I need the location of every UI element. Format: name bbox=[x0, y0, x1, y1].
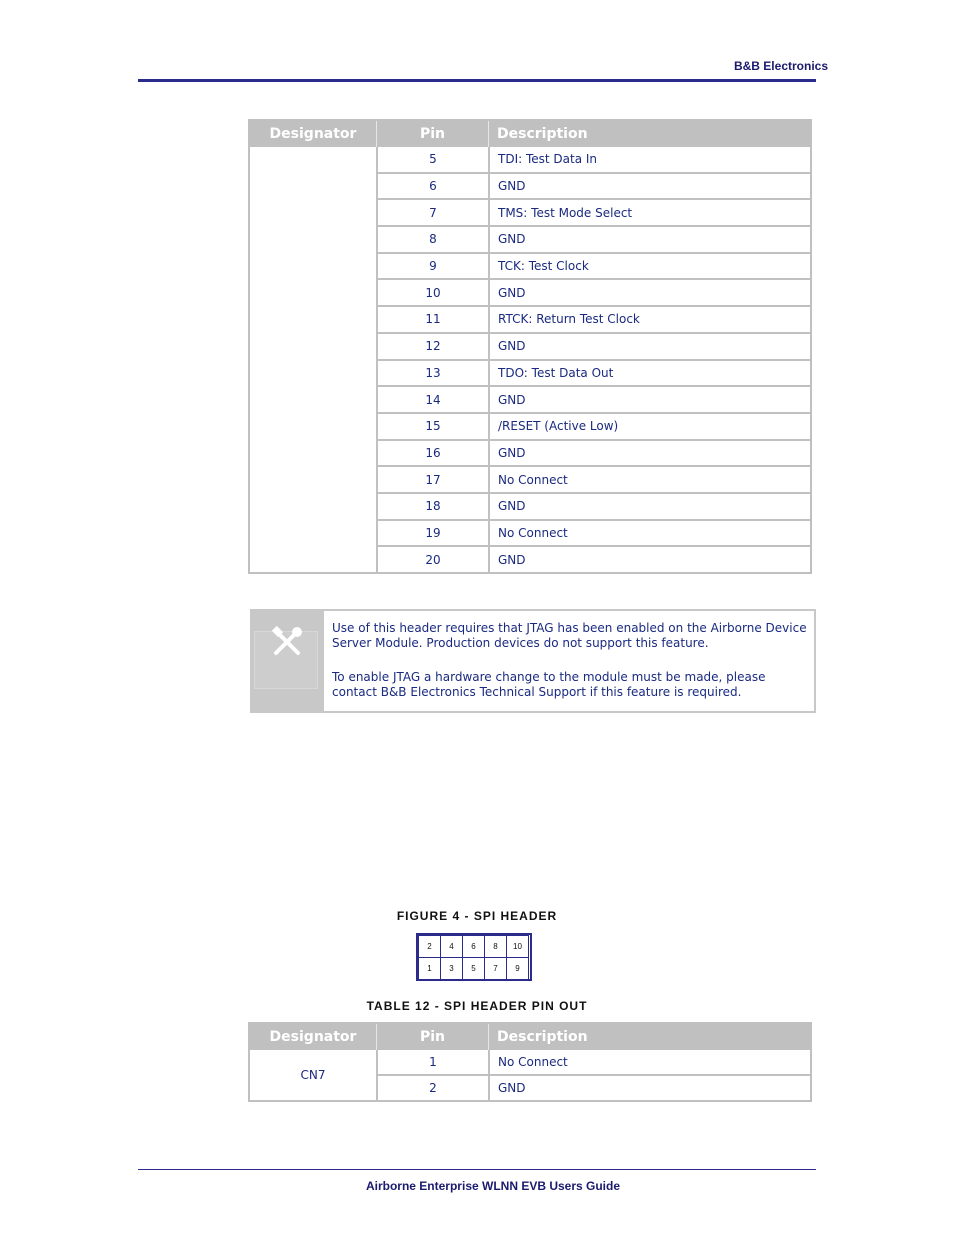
spi-pin-8: 8 bbox=[484, 935, 507, 958]
description-cell: GND bbox=[488, 492, 810, 519]
col-pin: Pin bbox=[376, 1024, 488, 1050]
pin-cell: 20 bbox=[376, 545, 488, 572]
description-cell: GND bbox=[488, 385, 810, 412]
designator-cell: CN7 bbox=[300, 1068, 326, 1082]
spi-pin-6: 6 bbox=[462, 935, 485, 958]
pin-cell: 16 bbox=[376, 439, 488, 466]
col-description: Description bbox=[488, 121, 810, 147]
footer-rule bbox=[138, 1169, 816, 1170]
pin-cell: 18 bbox=[376, 492, 488, 519]
spi-pin-4: 4 bbox=[440, 935, 463, 958]
spi-pin-9: 9 bbox=[506, 957, 529, 980]
description-cell: /RESET (Active Low) bbox=[488, 412, 810, 439]
description-cell: TMS: Test Mode Select bbox=[488, 198, 810, 225]
designator-cell bbox=[250, 147, 376, 572]
pin-cell: 1 bbox=[376, 1050, 488, 1074]
spi-header-diagram bbox=[416, 933, 532, 981]
tools-icon bbox=[270, 625, 304, 659]
pin-cell: 17 bbox=[376, 465, 488, 492]
description-cell: TDO: Test Data Out bbox=[488, 359, 810, 386]
spi-pin-3: 3 bbox=[440, 957, 463, 980]
description-cell: No Connect bbox=[488, 519, 810, 546]
note-box bbox=[250, 609, 816, 713]
spi-pin-1: 1 bbox=[418, 957, 441, 980]
pin-cell: 13 bbox=[376, 359, 488, 386]
note-paragraph-1: Use of this header requires that JTAG has been enabled on the Airborne Device Server Module. Production devices do not support this feature. bbox=[332, 621, 807, 650]
footer-doc-title: Airborne Enterprise WLNN EVB Users Guide bbox=[365, 1179, 621, 1193]
figure-caption: FIGURE 4 - SPI HEADER bbox=[396, 909, 558, 923]
description-cell: RTCK: Return Test Clock bbox=[488, 305, 810, 332]
jtag-table-body bbox=[250, 147, 810, 572]
jtag-pin-table bbox=[248, 119, 812, 574]
spi-pin-table bbox=[248, 1022, 812, 1102]
description-cell: TCK: Test Clock bbox=[488, 252, 810, 279]
description-cell: TDI: Test Data In bbox=[488, 147, 810, 172]
spi-table-body bbox=[250, 1050, 810, 1100]
pin-cell: 7 bbox=[376, 198, 488, 225]
col-designator: Designator bbox=[250, 1024, 376, 1050]
pin-cell: 10 bbox=[376, 278, 488, 305]
table-row bbox=[250, 1050, 810, 1074]
pin-cell: 19 bbox=[376, 519, 488, 546]
pin-cell: 11 bbox=[376, 305, 488, 332]
pin-cell: 15 bbox=[376, 412, 488, 439]
description-cell: GND bbox=[488, 172, 810, 199]
spi-pin-5: 5 bbox=[462, 957, 485, 980]
pin-cell: 8 bbox=[376, 225, 488, 252]
col-designator: Designator bbox=[250, 121, 376, 147]
pin-cell: 2 bbox=[376, 1074, 488, 1100]
header-company: B&B Electronics bbox=[733, 59, 828, 73]
spi-pin-7: 7 bbox=[484, 957, 507, 980]
description-cell: GND bbox=[488, 439, 810, 466]
pin-cell: 14 bbox=[376, 385, 488, 412]
spi-pin-2: 2 bbox=[418, 935, 441, 958]
table-caption: TABLE 12 - SPI HEADER PIN OUT bbox=[366, 999, 588, 1013]
note-paragraph-2: To enable JTAG a hardware change to the module must be made, please contact B&B Electronics Technical Support if this feature is required. bbox=[332, 670, 766, 699]
col-pin: Pin bbox=[376, 121, 488, 147]
pin-cell: 6 bbox=[376, 172, 488, 199]
pin-cell: 12 bbox=[376, 332, 488, 359]
description-cell: GND bbox=[488, 278, 810, 305]
note-icon-panel bbox=[252, 611, 324, 711]
description-cell: GND bbox=[488, 225, 810, 252]
description-cell: GND bbox=[488, 545, 810, 572]
col-description: Description bbox=[488, 1024, 810, 1050]
header-rule bbox=[138, 79, 816, 82]
description-cell: GND bbox=[488, 332, 810, 359]
description-cell: GND bbox=[488, 1074, 810, 1100]
spi-pin-10: 10 bbox=[506, 935, 529, 958]
pin-cell: 5 bbox=[376, 147, 488, 172]
pin-cell: 9 bbox=[376, 252, 488, 279]
table-row bbox=[250, 147, 810, 172]
description-cell: No Connect bbox=[488, 465, 810, 492]
description-cell: No Connect bbox=[488, 1050, 810, 1074]
